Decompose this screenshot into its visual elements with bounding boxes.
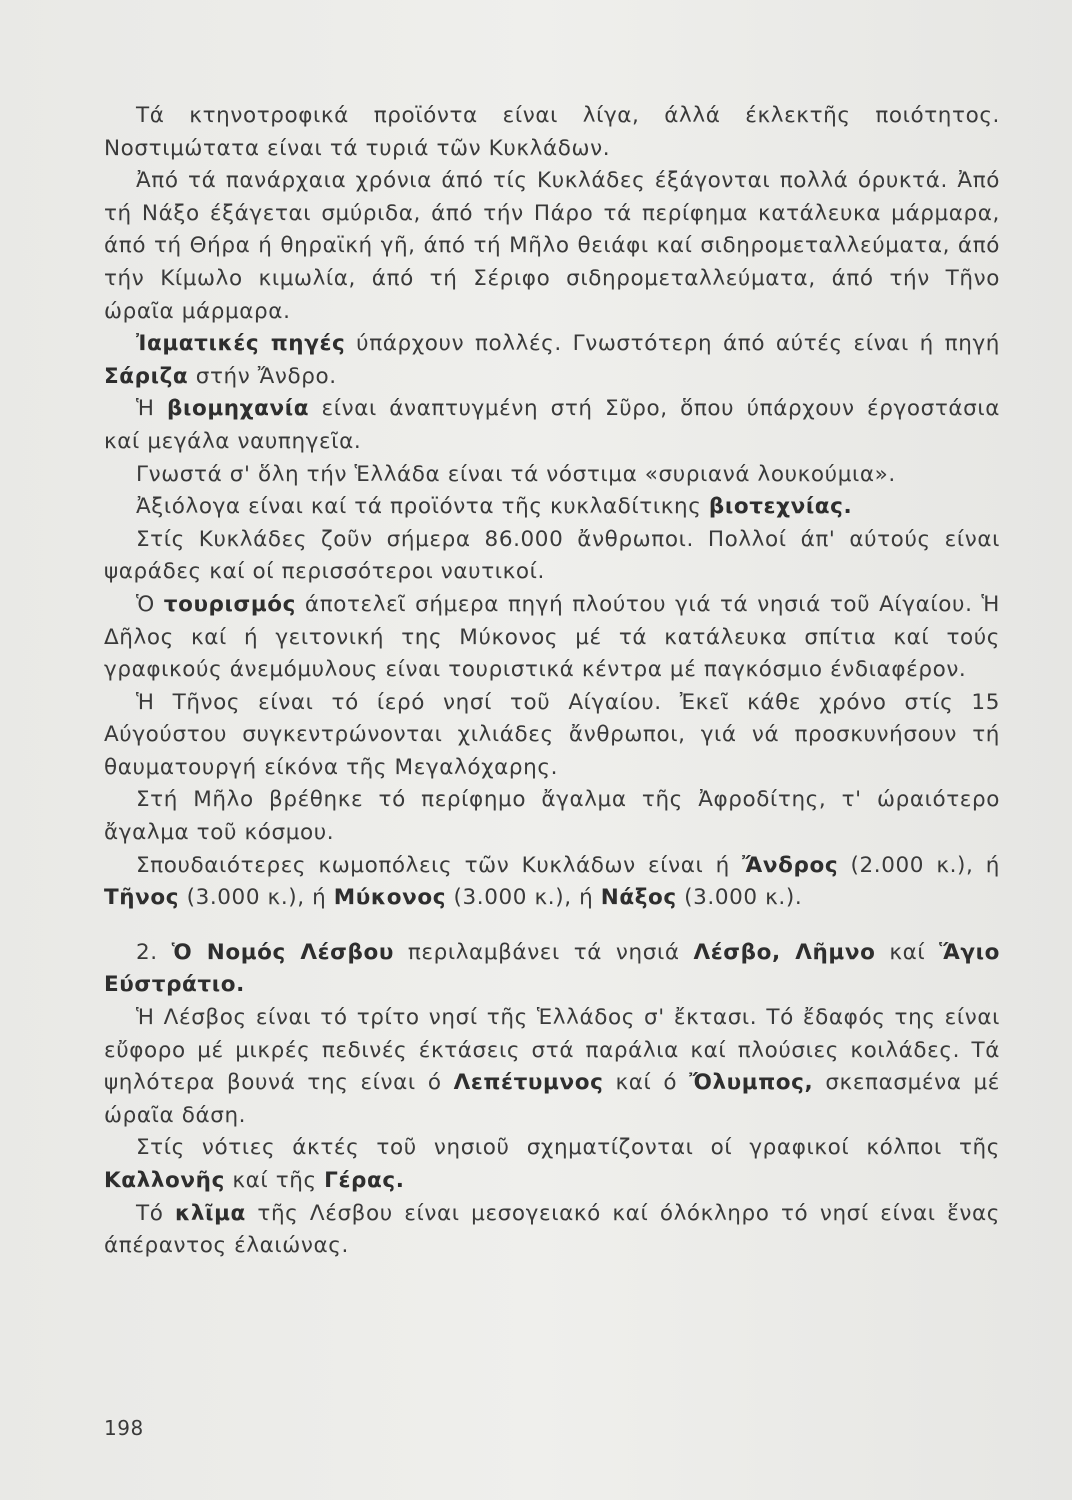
paragraph bbox=[104, 687, 1000, 785]
paragraph bbox=[104, 784, 1000, 849]
text-run: Στίς νότιες άκτές τοῦ νησιοῦ σχηματίζονται οί γραφικοί κόλποι τῆς bbox=[136, 1135, 1000, 1161]
paragraph bbox=[104, 1132, 1000, 1197]
paragraph bbox=[104, 393, 1000, 458]
bold-term: Ἅγιο Εύστράτιο. bbox=[104, 939, 1000, 998]
bold-term: Τῆνος bbox=[104, 885, 180, 911]
bold-term: Μύκονος bbox=[333, 885, 447, 911]
text-run: καί bbox=[875, 939, 940, 965]
text-run: Ἡ bbox=[136, 396, 167, 422]
text-run: Στίς Κυκλάδες ζοῦν σήμερα 86.000 ἄνθρωποι. Πολλοί άπ' αύτούς είναι ψαράδες καί οί περισσότεροι ναυτικοί. bbox=[104, 526, 1000, 585]
text-run: Ἡ Τῆνος είναι τό ίερό νησί τοῦ Αίγαίου. Ἐκεῖ κάθε χρόνο στίς 15 Αύγούστου συγκεντρώνονται χιλιάδες ἄνθρωποι, γιά νά προσκυνήσουν τή θαυματουργή είκόνα τῆς Μεγαλόχαρης. bbox=[104, 689, 1000, 780]
text-run: Ὁ bbox=[136, 591, 164, 617]
bold-term: κλῖμα bbox=[175, 1200, 246, 1226]
text-run: τῆς Λέσβου είναι μεσογειακό καί όλόκληρο τό νησί είναι ἕνας άπέραντος έλαιώνας. bbox=[104, 1200, 1000, 1259]
text-run: καί ό bbox=[603, 1070, 690, 1096]
text-run: Ἡ Λέσβος είναι τό τρίτο νησί τῆς Ἑλλάδος σ' ἔκτασι. Τό ἔδαφός της είναι εὔφορο μέ μικρές πεδινές έκτάσεις στά παράλια καί πλούσιες κοιλάδες. Τά ψηλότερα βουνά της είναι ό bbox=[104, 1005, 1000, 1096]
text-run: (2.000 κ.), ή bbox=[838, 852, 1000, 878]
bold-term: Ὄλυμπος, bbox=[689, 1070, 814, 1096]
bold-term: Νάξος bbox=[600, 885, 677, 911]
paragraph bbox=[104, 100, 1000, 165]
page-text bbox=[104, 100, 1000, 1263]
text-run: σκεπασμένα μέ ώραῖα δάση. bbox=[104, 1070, 1001, 1128]
text-run: (3.000 κ.), ή bbox=[179, 885, 334, 911]
bold-term: Λεπέτυμνος bbox=[453, 1070, 604, 1096]
bold-term: Σάριζα bbox=[104, 363, 189, 389]
text-run: ύπάρχουν πολλές. Γνωστότερη άπό αύτές είναι ή πηγή bbox=[345, 331, 1000, 357]
bold-term: Ἄνδρος bbox=[742, 852, 839, 878]
text-run: (3.000 κ.), ή bbox=[446, 885, 601, 911]
text-run: Τά κτηνοτροφικά προϊόντα είναι λίγα, άλλά έκλεκτῆς ποιότητος. Νοστιμώτατα είναι τά τυριά τῶν Κυκλάδων. bbox=[104, 103, 1000, 161]
paragraph bbox=[104, 1198, 1000, 1263]
bold-term: Ὁ Νομός Λέσβου bbox=[171, 939, 394, 965]
text-run: Σπουδαιότερες κωμοπόλεις τῶν Κυκλάδων είναι ή bbox=[136, 852, 743, 878]
paragraph bbox=[104, 850, 1000, 915]
bold-term: Λέσβο, Λῆμνο bbox=[693, 939, 876, 965]
bold-term: βιομηχανία bbox=[166, 396, 310, 422]
paragraph bbox=[104, 328, 1000, 393]
text-run: Γνωστά σ' ὅλη τήν Ἑλλάδα είναι τά νόστιμα «συριανά λουκούμια». bbox=[136, 461, 896, 487]
paragraph bbox=[104, 459, 1000, 492]
bold-term: τουρισμός bbox=[163, 591, 297, 617]
text-run: άποτελεῖ σήμερα πηγή πλούτου γιά τά νησιά τοῦ Αίγαίου. Ἡ Δῆλος καί ή γειτονική της Μύκονος μέ τά κατάλευκα σπίτια καί τούς γραφικούς άνεμόμυλους είναι τουριστικά κέντρα μέ παγκόσμιο ένδιαφέρον. bbox=[104, 591, 1000, 683]
text-run: καί τῆς bbox=[224, 1168, 325, 1193]
paragraph bbox=[104, 1002, 1000, 1132]
text-run: (3.000 κ.). bbox=[676, 885, 803, 911]
text-run: είναι άναπτυγμένη στή Σῦρο, ὅπου ύπάρχουν έργοστάσια καί μεγάλα ναυπηγεῖα. bbox=[104, 396, 1001, 454]
text-run: Ἀξιόλογα είναι καί τά προϊόντα τῆς κυκλαδίτικης bbox=[136, 494, 709, 520]
text-run: Τό bbox=[136, 1200, 176, 1226]
text-run: Στή Μῆλο βρέθηκε τό περίφημο ἄγαλμα τῆς Ἀφροδίτης, τ' ώραιότερο ἄγαλμα τοῦ κόσμου. bbox=[104, 787, 1000, 846]
text-run: περιλαμβάνει τά νησιά bbox=[393, 939, 694, 965]
bold-term: Ἰαματικές πηγές bbox=[136, 331, 346, 357]
page-number: 198 bbox=[104, 1416, 144, 1440]
bold-term: βιοτεχνίας. bbox=[708, 494, 853, 520]
paragraph bbox=[104, 937, 1000, 1002]
paragraph bbox=[104, 165, 1000, 328]
bold-term: Γέρας. bbox=[324, 1168, 405, 1193]
text-run: 2. bbox=[136, 939, 172, 965]
text-run: Ἀπό τά πανάρχαια χρόνια άπό τίς Κυκλάδες έξάγονται πολλά όρυκτά. Ἀπό τή Νάξο έξάγεται σμύριδα, άπό τήν Πάρο τά περίφημα κατάλευκα μάρμαρα, άπό τή Θήρα ή θηραϊκή γῆ, άπό τή Μῆλο θειάφι καί σιδηρομεταλλεύματα, άπό τήν Κίμωλο κιμωλία, άπό τή Σέριφο σιδηρομεταλλεύματα, άπό τήν Τῆνο ώραῖα μάρμαρα. bbox=[104, 168, 1000, 324]
paragraph bbox=[104, 491, 1000, 524]
paragraph bbox=[104, 589, 1000, 687]
text-run: στήν Ἄνδρο. bbox=[188, 363, 337, 389]
bold-term: Καλλονῆς bbox=[104, 1168, 225, 1193]
paragraph bbox=[104, 524, 1000, 589]
